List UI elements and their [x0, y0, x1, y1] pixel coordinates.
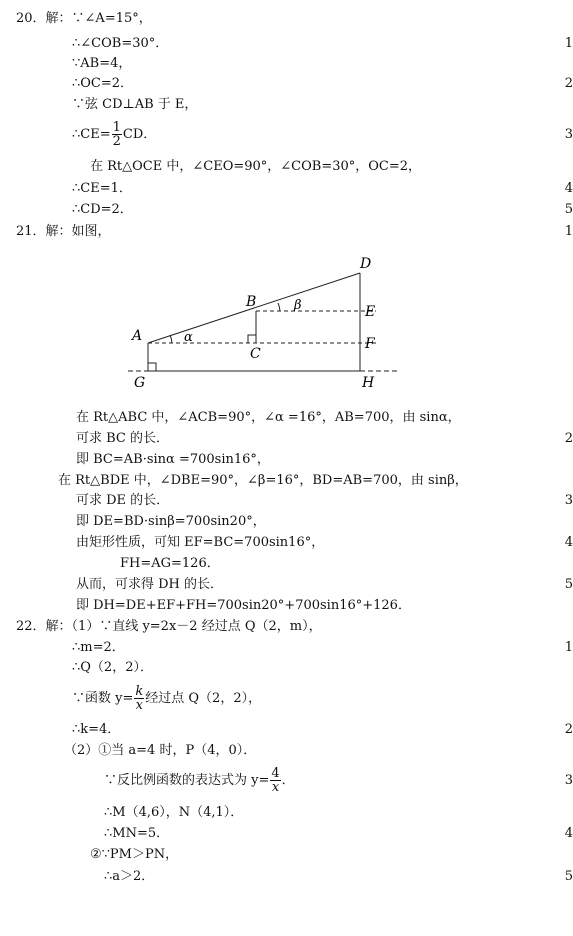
leader-dots	[136, 180, 545, 198]
label-d: D	[360, 256, 372, 272]
q21-line-8: FH=AG=126．	[120, 556, 220, 571]
q20-line-5: ∵弦 CD⊥AB 于 E，	[72, 97, 198, 112]
q20-line-2: ∴∠COB=30°． 1	[72, 36, 573, 51]
q22-line-9: ∴MN=5． 4	[104, 826, 573, 841]
leader-dots	[130, 223, 545, 241]
fraction: $\frac{4}{x}$	[271, 766, 280, 795]
q21-line-2: 可求 BC 的长． 2	[76, 431, 573, 446]
label-beta: β	[294, 298, 302, 313]
leader-dots	[160, 868, 545, 886]
q22-line-4: ∵函数 y= $\frac{k}{x}$ 经过点 Q（2，2），	[72, 684, 262, 713]
score-mark: 1	[564, 640, 573, 655]
label-f: F	[365, 336, 375, 352]
q21-line-head: 21．解：如图， 1	[16, 224, 573, 239]
q22-line-5: ∴k=4． 2	[72, 722, 573, 737]
q22-line-1: 22．解：（1）∵直线 y=2x－2 经过点 Q（2，m），	[16, 619, 322, 634]
score-mark: 4	[564, 181, 573, 196]
label-alpha: α	[184, 330, 193, 345]
leader-dots	[134, 639, 545, 657]
score-mark: 4	[564, 826, 573, 841]
q22-line-11: ∴a＞2． 5	[104, 869, 573, 884]
label-b: B	[246, 294, 257, 310]
leader-dots	[168, 35, 545, 53]
q21-line-10: 即 DH=DE+EF+FH=700sin20°+700sin16°+126．	[76, 598, 411, 613]
score-mark: 2	[564, 431, 573, 446]
q20-line-9: ∴CD=2． 5	[72, 202, 573, 217]
q21-line-7: 由矩形性质，可知 EF=BC=700sin16°， 4	[76, 535, 573, 550]
score-mark: 5	[564, 202, 573, 217]
leader-dots	[168, 825, 545, 843]
q21-line-5: 可求 DE 的长． 3	[76, 493, 573, 508]
label-c: C	[250, 346, 261, 362]
leader-dots	[338, 534, 545, 552]
q20-line-3: ∵AB=4，	[72, 56, 132, 71]
q22-line-2: ∴m=2． 1	[72, 640, 573, 655]
q20-line-4: ∴OC=2． 2	[72, 76, 573, 91]
score-mark: 4	[564, 535, 573, 550]
q22-line-7: ∵反比例函数的表达式为 y= $\frac{4}{x}$ ． 3	[0, 762, 573, 800]
score-mark: 2	[564, 76, 573, 91]
q20-line-8: ∴CE=1． 4	[72, 181, 573, 196]
leader-dots	[136, 201, 545, 219]
leader-dots	[176, 492, 545, 510]
q22-line-6: （2）①当 a=4 时，P（4，0）．	[64, 743, 257, 758]
q20-line-6: ∴CE= $\frac{1}{2}$ CD． 3	[0, 118, 573, 152]
score-mark: 3	[564, 493, 573, 508]
q20-line-1: 20．解：∵∠A=15°，	[16, 11, 152, 26]
leader-dots	[236, 576, 545, 594]
q20-line-7: 在 Rt△OCE 中，∠CEO=90°，∠COB=30°，OC=2，	[90, 159, 422, 174]
score-mark: 3	[564, 773, 573, 788]
geometry-figure	[120, 250, 410, 395]
q22-line-10: ②∵PM＞PN，	[90, 847, 179, 862]
score-mark: 2	[564, 722, 573, 737]
fraction: $\frac{1}{2}$	[112, 120, 121, 149]
q21-line-1: 在 Rt△ABC 中，∠ACB=90°，∠α =16°，AB=700，由 sinα，	[76, 410, 461, 425]
fraction: $\frac{k}{x}$	[135, 684, 144, 713]
score-mark: 3	[564, 127, 573, 142]
leader-dots	[134, 75, 545, 93]
label-a: A	[132, 328, 143, 344]
leader-dots	[122, 721, 545, 739]
score-mark: 1	[564, 224, 573, 239]
leader-dots	[176, 430, 545, 448]
label-h: H	[362, 375, 375, 391]
q22-line-3: ∴Q（2，2）．	[72, 660, 153, 675]
leader-dots	[162, 118, 545, 152]
score-mark: 5	[564, 577, 573, 592]
q21-line-6: 即 DE=BD·sinβ=700sin20°，	[76, 514, 266, 529]
q21-line-9: 从而，可求得 DH 的长． 5	[76, 577, 573, 592]
score-mark: 1	[564, 36, 573, 51]
q21-line-4: 在 Rt△BDE 中，∠DBE=90°，∠β=16°，BD=AB=700，由 sinβ，	[58, 473, 468, 488]
label-g: G	[134, 375, 146, 391]
q22-line-8: ∴M（4,6），N（4,1）．	[104, 805, 244, 820]
label-e: E	[365, 304, 376, 320]
leader-dots	[312, 762, 545, 800]
score-mark: 5	[564, 869, 573, 884]
q21-line-3: 即 BC=AB·sinα =700sin16°，	[76, 452, 270, 467]
